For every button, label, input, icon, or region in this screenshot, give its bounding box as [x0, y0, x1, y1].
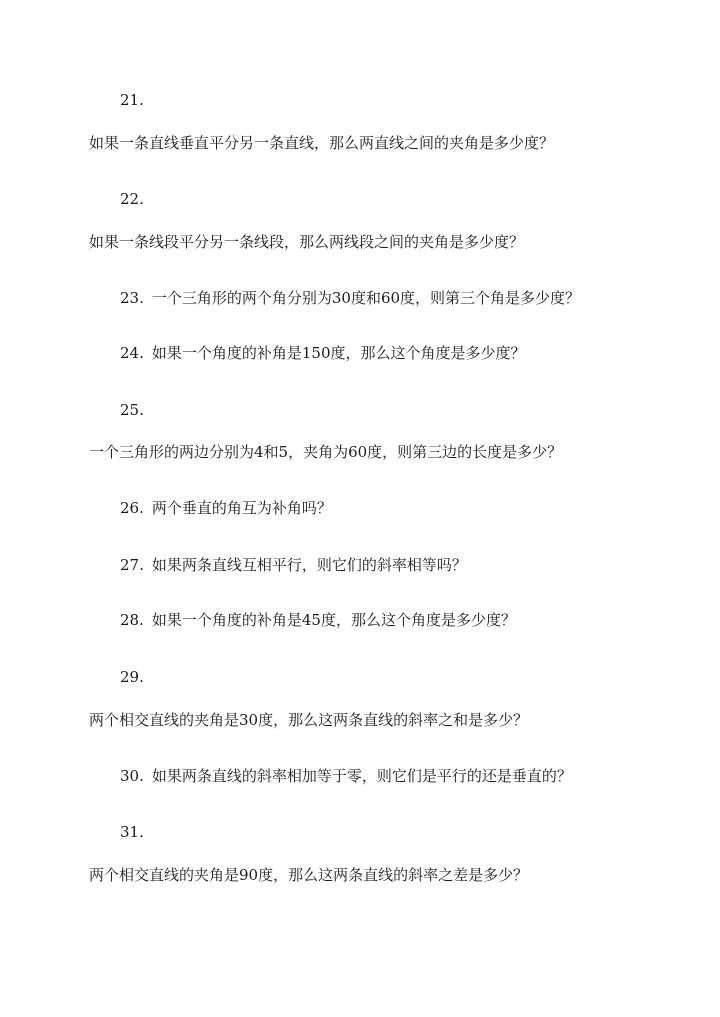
question-29-number: 29.	[120, 668, 144, 686]
question-22-number: 22.	[120, 190, 144, 208]
question-26-number: 26.	[120, 499, 144, 517]
question-29-text: 两个相交直线的夹角是30度，那么这两条直线的斜率之和是多少？	[89, 711, 529, 729]
question-24	[120, 343, 526, 363]
question-27-number: 27.	[120, 556, 144, 574]
question-23-text: 一个三角形的两个角分别为30度和60度，则第三个角是多少度？	[151, 289, 581, 307]
question-23	[120, 288, 580, 308]
question-28	[120, 610, 516, 630]
question-27	[120, 555, 467, 575]
question-21-text: 如果一条直线垂直平分另一条直线，那么两直线之间的夹角是多少度？	[89, 134, 555, 152]
question-31-number: 31.	[120, 823, 144, 841]
question-22-text: 如果一条线段平分另一条线段，那么两线段之间的夹角是多少度？	[89, 233, 525, 251]
question-30	[120, 766, 572, 786]
question-28-text: 如果一个角度的补角是45度，那么这个角度是多少度？	[151, 611, 516, 629]
question-30-number: 30.	[120, 767, 144, 785]
question-24-number: 24.	[120, 344, 144, 362]
question-24-text: 如果一个角度的补角是150度，那么这个角度是多少度？	[151, 344, 526, 362]
question-30-text: 如果两条直线的斜率相加等于零，则它们是平行的还是垂直的？	[151, 767, 572, 785]
question-28-number: 28.	[120, 611, 144, 629]
question-31-text: 两个相交直线的夹角是90度，那么这两条直线的斜率之差是多少？	[89, 866, 529, 884]
question-27-text: 如果两条直线互相平行，则它们的斜率相等吗？	[151, 556, 467, 574]
question-23-number: 23.	[120, 289, 144, 307]
question-26	[120, 498, 332, 518]
question-25-number: 25.	[120, 401, 144, 419]
question-25-text: 一个三角形的两边分别为4和5，夹角为60度，则第三边的长度是多少？	[89, 443, 563, 461]
question-26-text: 两个垂直的角互为补角吗？	[151, 499, 332, 517]
question-21-number: 21.	[120, 91, 144, 109]
